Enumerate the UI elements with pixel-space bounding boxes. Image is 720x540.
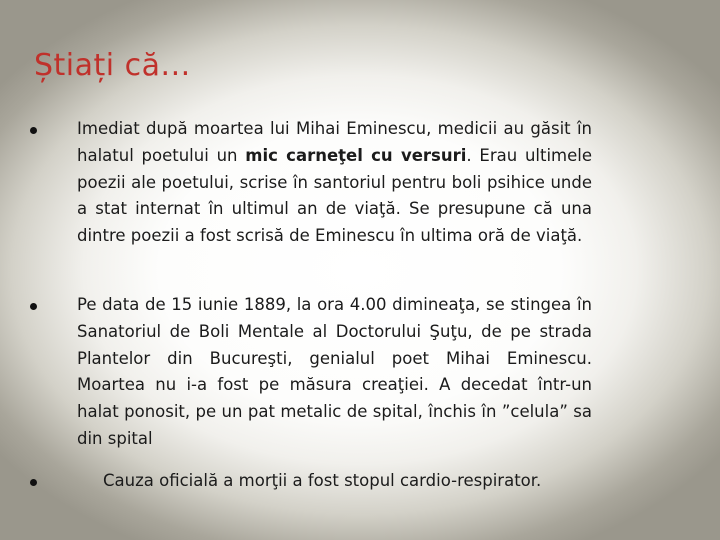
- slide-title: Știați că...: [34, 48, 191, 83]
- bullet-dot-icon: [30, 303, 37, 310]
- bullet-text-2: Pe data de 15 iunie 1889, la ora 4.00 dimineaţa, se stingea în Sanatoriul de Boli Mentale al Doctorului Şuţu, de pe strada Plantelor din Bucureşti, genialul poet Mihai Eminescu. Moartea nu i-a fost pe măsura creaţiei. A decedat într-un halat ponosit, pe un pat metalic de spital, închis în ”celula” sa din spital: [77, 295, 592, 448]
- bullet-dot-icon: [30, 479, 37, 486]
- bullet-text-1: [77, 116, 592, 250]
- bullet-dot-icon: [30, 127, 37, 134]
- bullet-1-text-part2: . Erau ultimele poezii ale poetului, scrise în santoriul pentru boli psihice unde a stat internat în ultimul an de viaţă. Se presupune că una dintre poezii a fost scrisă de Eminescu în ultima oră de viaţă.: [77, 145, 592, 246]
- bullet-text-3: Cauza oficială a morţii a fost stopul cardio-respirator.: [103, 471, 542, 490]
- bullet-1-text-part1: Imediat după moartea lui Mihai Eminescu, medicii au găsit în halatul poetului un: [77, 119, 592, 165]
- bullet-1-bold-phrase: mic carneţel cu versuri: [245, 145, 467, 165]
